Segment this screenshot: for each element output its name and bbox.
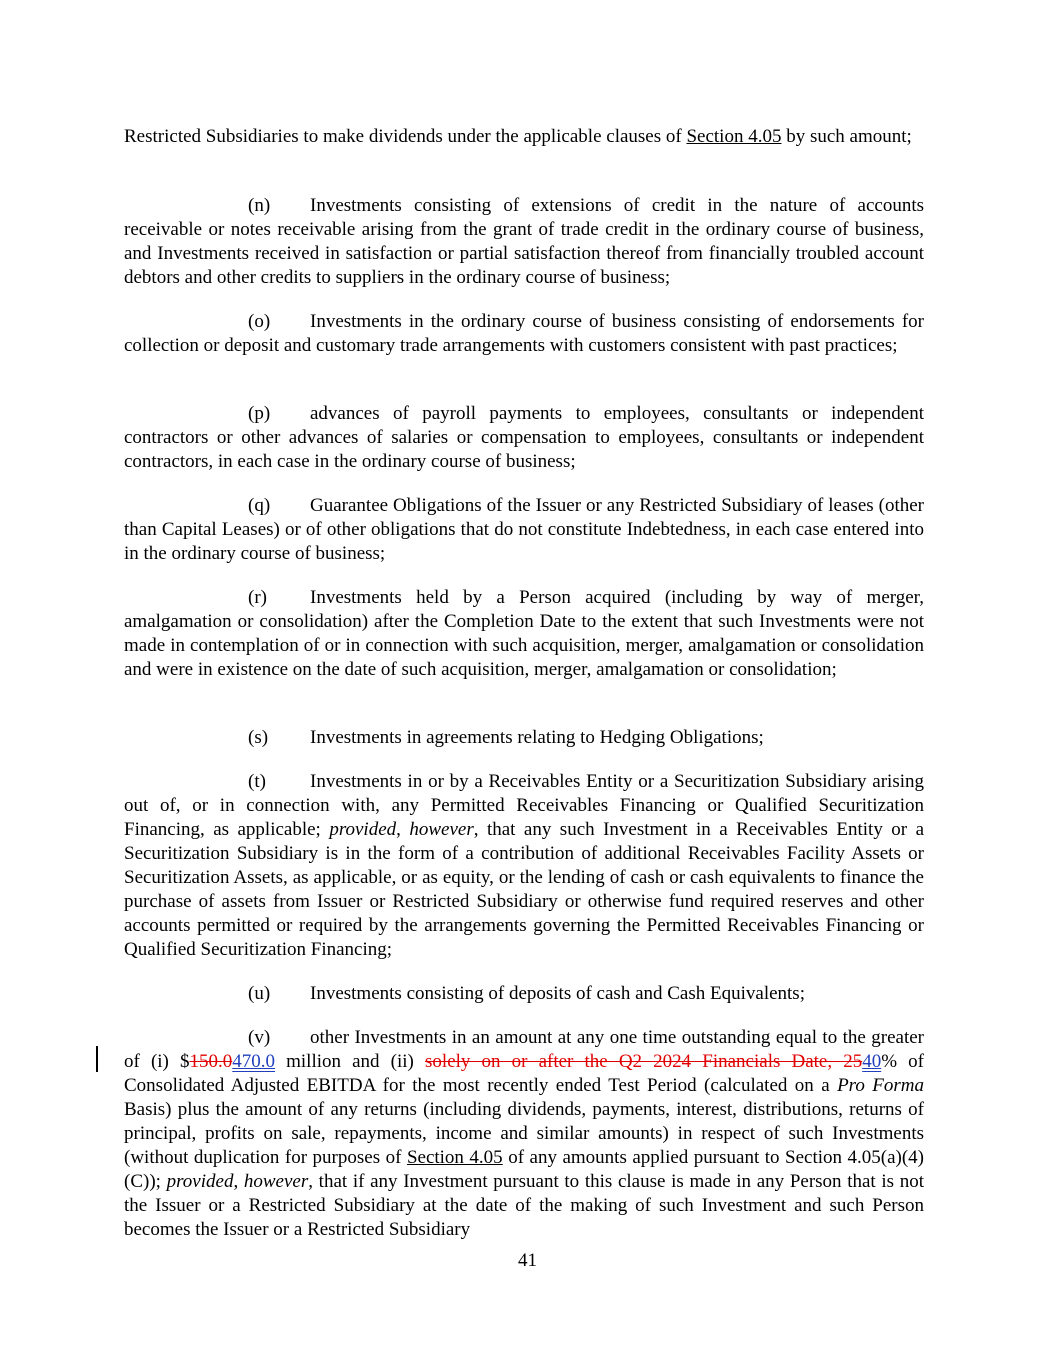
italic-provided: provided (329, 819, 397, 840)
clause-label: (s) (248, 727, 269, 748)
paragraph-t (124, 770, 924, 962)
italic-however: however (243, 1171, 309, 1192)
paragraph-text: Investments held by a Person acquired (including by way of merger, amalgamation or consolidation) after the Completion Date to the extent that such Investments were not made in contemplation of or in connection with such acquisition, merger, amalgamation or consolidation and were in existence on the date of such acquisition, merger, amalgamation or consolidation; (124, 587, 924, 680)
paragraph-text: % of Consolidated Adjusted EBITDA for the most recently ended Test Period (calculated on a (124, 1051, 924, 1096)
paragraph-text: of any amounts applied pursuant to Section 4.05(a)(4)(C)); (124, 1147, 924, 1192)
clause-label: (q) (248, 495, 271, 516)
paragraph-text: Guarantee Obligations of the Issuer or any Restricted Subsidiary of leases (other than Capital Leases) or of other obligations that do not constitute Indebtedness, in each case entered into in the ordinary course of business; (124, 495, 924, 564)
inserted-text: 470.0 (232, 1051, 275, 1072)
paragraph-text: , (396, 819, 410, 840)
paragraph-text: other Investments in an amount at any one time outstanding equal to the greater of (i) $ (124, 1027, 924, 1072)
paragraph-text: Investments consisting of deposits of cash and Cash Equivalents; (310, 983, 805, 1004)
paragraph-v (124, 1026, 924, 1242)
paragraph-r (124, 586, 924, 682)
italic-however: however (409, 819, 474, 840)
revision-change-bar (96, 1046, 98, 1072)
paragraph-text: , (233, 1171, 244, 1192)
paragraph-text: Investments in agreements relating to Hedging Obligations; (310, 727, 764, 748)
clause-label: (p) (248, 403, 271, 424)
paragraph-text: , that any such Investment in a Receivables Entity or a Securitization Subsidiary is in the form of a contribution of additional Receivables Facility Assets or Securitization Assets, as applicable, or as equity, or the lending of cash or cash equivalents to finance the purchase of assets from Issuer or Restricted Subsidiary or otherwise fund required reserves and other accounts permitted or required by the arrangements governing the Permitted Receivables Financing or Qualified Securitization Financing; (124, 819, 924, 960)
paragraph-text: by such amount; (781, 126, 912, 147)
paragraph-text: , that if any Investment pursuant to this clause is made in any Person that is not the Issuer or a Restricted Subsidiary at the date of the making of such Investment and such Person becomes the Issuer or a Restricted Subsidiary (124, 1171, 924, 1240)
paragraph-s (124, 726, 924, 750)
clause-label: (v) (248, 1027, 271, 1048)
clause-label: (o) (248, 311, 271, 332)
paragraph-text: advances of payroll payments to employees, consultants or independent contractors or other advances of salaries or compensation to employees, consultants or independent contractors, in each case in the ordinary course of business; (124, 403, 924, 472)
clause-label: (n) (248, 195, 271, 216)
paragraph-o (124, 310, 924, 358)
deleted-text: solely on or after the Q2 2024 Financials Date, 25 (425, 1051, 863, 1072)
paragraph-q (124, 494, 924, 566)
italic-pro-forma: Pro Forma (837, 1075, 924, 1096)
paragraph-text: Restricted Subsidiaries to make dividends under the applicable clauses of (124, 126, 687, 147)
paragraph-text: Investments consisting of extensions of credit in the nature of accounts receivable or notes receivable arising from the grant of trade credit in the ordinary course of business, and Investments received in satisfaction or partial satisfaction thereof from financially troubled account debtors and other credits to suppliers in the ordinary course of business; (124, 195, 924, 288)
paragraph-text: Investments in the ordinary course of business consisting of endorsements for collection or deposit and customary trade arrangements with customers consistent with past practices; (124, 311, 924, 356)
paragraph-p (124, 402, 924, 474)
clause-label: (t) (248, 771, 266, 792)
inserted-text: 40 (862, 1051, 882, 1072)
page-number: 41 (518, 1250, 537, 1271)
paragraph-text: million and (ii) (275, 1051, 426, 1072)
section-reference: Section 4.05 (406, 1147, 503, 1168)
paragraph-m-continued (124, 125, 924, 149)
paragraph-text: Basis) plus the amount of any returns (including dividends, payments, interest, distributions, returns of principal, profits on sale, repayments, income and similar amounts) in respect of such Investments (without duplication for purposes of (124, 1099, 924, 1168)
clause-label: (u) (248, 983, 271, 1004)
italic-provided: provided (166, 1171, 234, 1192)
deleted-text: 150.0 (189, 1051, 233, 1072)
paragraph-text: Investments in or by a Receivables Entity or a Securitization Subsidiary arising out of, or in connection with, any Permitted Receivables Financing or Qualified Securitization Financing, as applicable; (124, 771, 924, 840)
section-reference: Section 4.05 (686, 126, 782, 147)
paragraph-n (124, 194, 924, 290)
paragraph-u (124, 982, 924, 1006)
clause-label: (r) (248, 587, 267, 608)
